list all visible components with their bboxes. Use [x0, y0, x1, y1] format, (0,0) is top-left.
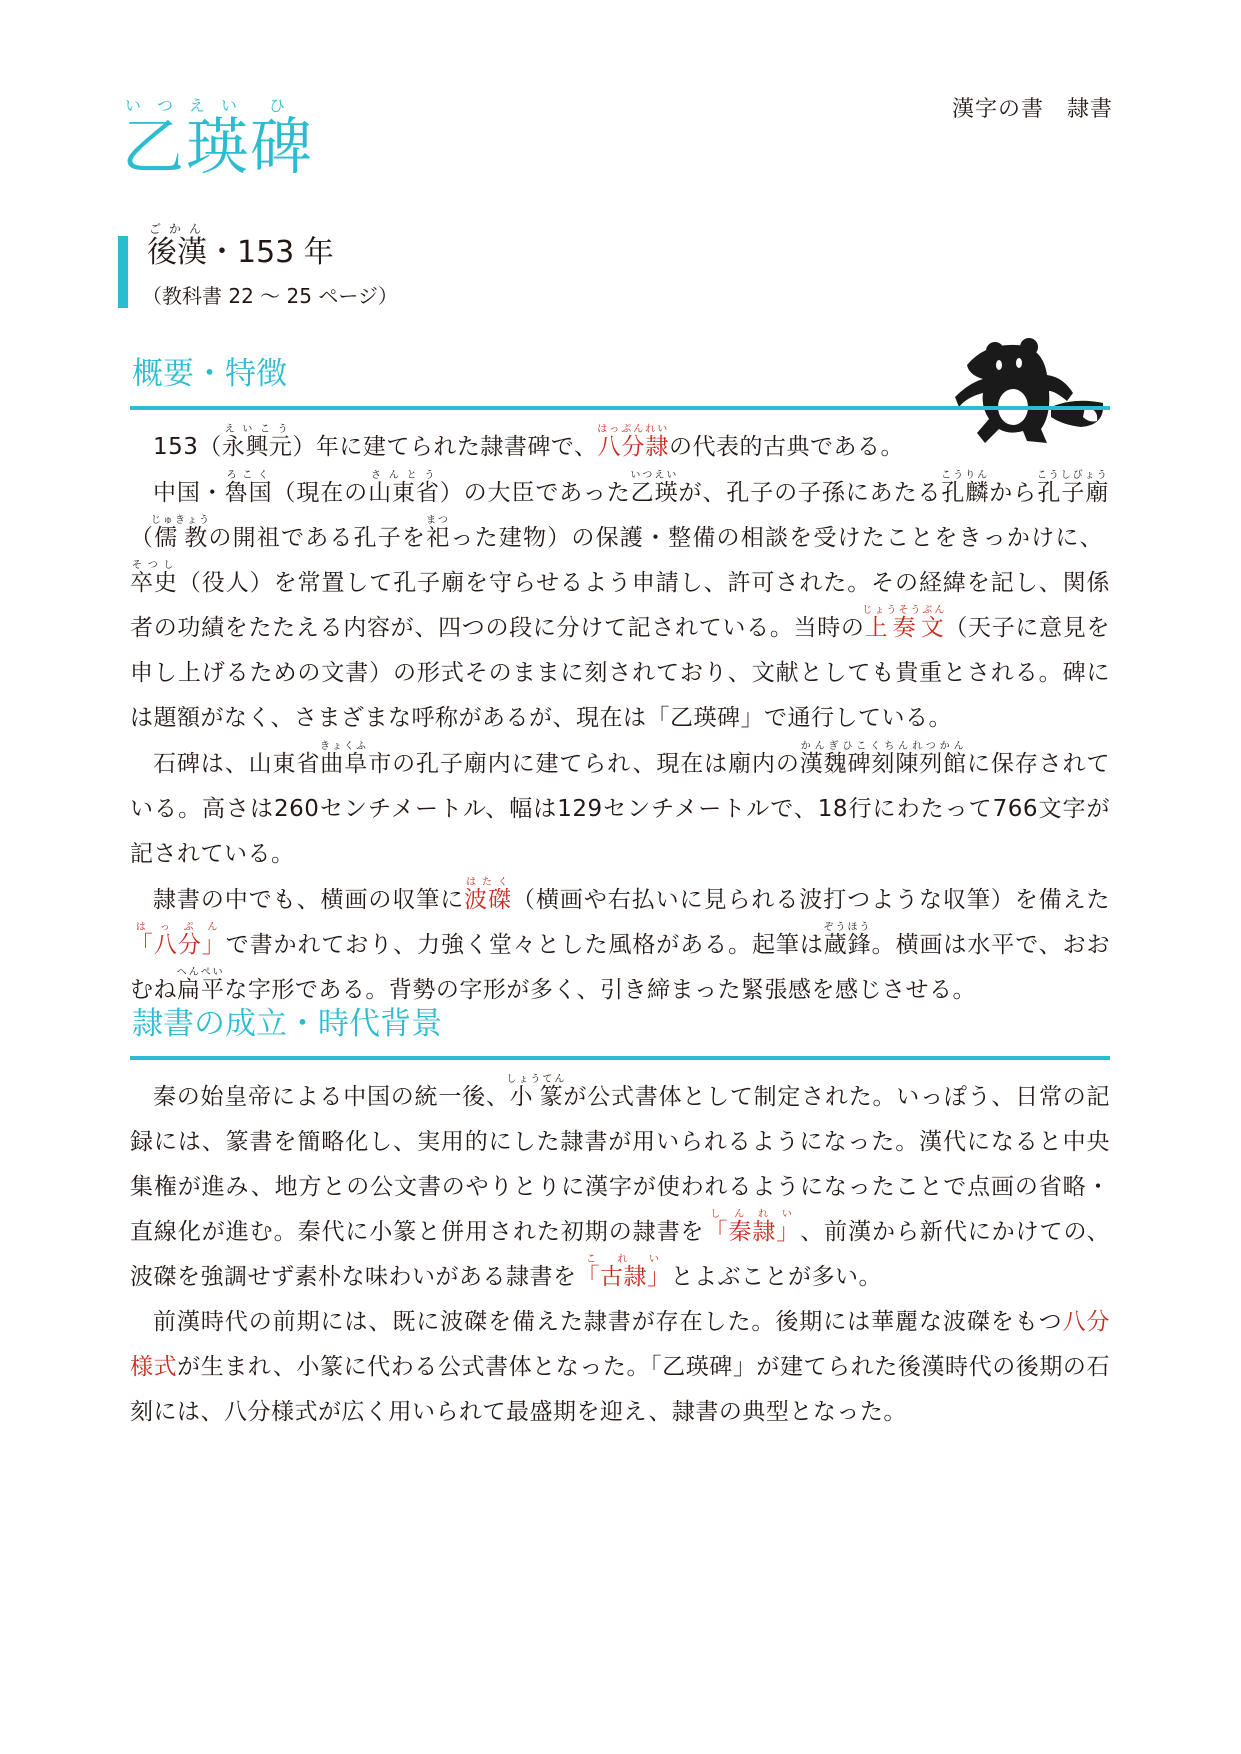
paragraph: 中国・魯国ろこく（現在の山東省さんとう）の大臣であった乙瑛いつえいが、孔子の子孫にあたる孔麟こうりんから孔子廟こうしびょう（儒教じゅきょうの開祖である孔子を祀まつった建物）の保護・整備の相談を受けたことをきっかけに、卒史そつし（役人）を常置して孔子廟を守らせるよう申請し、許可された。その経緯を記し、関係者の功績をたたえる内容が、四つの段に分けて記されている。当時の上奏文じょうそうぶん（天子に意見を申し上げるための文書）の形式そのままに刻されており、文献としても貴重とされる。碑には題額がなく、さまざまな呼称があるが、現在は「乙瑛碑」で通行している。	[130, 470, 1111, 731]
paragraph: 隷書の中でも、横画の収筆に波磔はたく（横画や右払いに見られる波打つような収筆）を備えた「八分」はっぷんで書かれており、力強く堂々とした風格がある。起筆は蔵鋒ぞうほう。横画は水平で、おおむね扁平へんぺいな字形である。背勢の字形が多く、引き締まった緊張感を感じさせる。	[130, 877, 1111, 1003]
section-body	[130, 424, 1110, 1013]
era-title: 後漢ごかん・153 年	[147, 222, 334, 270]
key-term: 「古隷」これい	[576, 1254, 671, 1290]
key-term: 「秦隷」しんれい	[704, 1209, 801, 1245]
paragraph: 石碑は、山東省曲阜きょくふ市の孔子廟内に建てられ、現在は廟内の漢魏碑刻陳列館かんぎひこくちんれつかんに保存されている。高さは260センチメートル、幅は129センチメートルで、18行にわたって766文字が記されている。	[130, 741, 1111, 867]
section-title: 概要・特徴	[132, 356, 287, 392]
section-body	[130, 1074, 1110, 1435]
key-term: 上奏文じょうそうぶん	[862, 605, 947, 641]
title-char-2: 瑛えい	[186, 96, 251, 183]
title-char-1: 乙いつ	[122, 96, 187, 183]
key-term: 八分隷はっぷんれい	[597, 424, 670, 460]
paragraph: 秦の始皇帝による中国の統一後、小篆しょうてんが公式書体として制定された。いっぽう、日常の記録には、篆書を簡略化し、実用的にした隷書が用いられるようになった。漢代になると中央集権が進み、地方との公文書のやりとりに漢字が使われるようになったことで点画の省略・直線化が進む。秦代に小篆と併用された初期の隷書を「秦隷」しんれい、前漢から新代にかけての、波磔を強調せず素朴な味わいがある隷書を「古隷」これいとよぶことが多い。	[130, 1074, 1111, 1290]
era-accent-bar	[118, 236, 128, 308]
key-term: 波磔はたく	[464, 877, 513, 913]
section-overview	[130, 350, 1110, 1013]
section-divider	[130, 1056, 1110, 1060]
section-title: 隷書の成立・時代背景	[132, 1006, 442, 1042]
page-category: 漢字の書 隷書	[951, 97, 1113, 122]
section-background	[130, 1000, 1110, 1435]
paragraph: 前漢時代の前期には、既に波磔を備えた隷書が存在した。後期には華麗な波磔をもつ八分様式が生まれ、小篆に代わる公式書体となった。「乙瑛碑」が建てられた後漢時代の後期の石刻には、八分様式が広く用いられて最盛期を迎え、隷書の典型となった。	[130, 1309, 1111, 1425]
section-divider	[130, 406, 1110, 410]
key-term: 「八分」はっぷん	[130, 922, 226, 958]
key-term: 八分様式	[130, 1309, 1111, 1380]
title-char-3: 碑ひ	[250, 96, 315, 183]
paragraph: 153（永興元えいこう）年に建てられた隷書碑で、八分隷はっぷんれいの代表的古典である。	[153, 424, 904, 460]
page-title	[122, 96, 315, 183]
textbook-pages: （教科書 22 〜 25 ページ）	[142, 284, 398, 308]
